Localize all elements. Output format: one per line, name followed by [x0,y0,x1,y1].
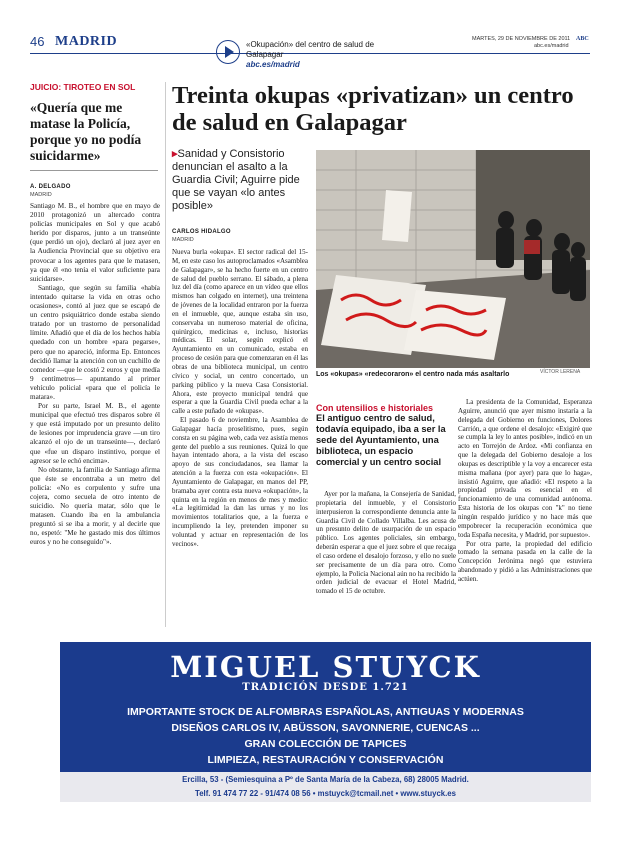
article-photo [316,150,590,368]
article-paragraph: El pasado 6 de noviembre, la Asamblea de Galapagar hacía proselitismo, pues, según consta en su página web, cada vez asistía menos gente del pueblo a sus reuniones. Quizá lo que hayan intentado ahora, a la vista del escaso apoyo de sus conciudadanos, sea llamar la atención a la fuerza con esta «okupación». El Ayuntamiento de Galapagar, en manos del PP, bramaba ayer contra esta nueva «okupación», la quinta en la región en menos de mes y medio: «La legitimidad la dan las urnas y no los movimientos totalitarios que, a la fuerza e incumpliendo la ley, pretenden imponer su voluntad y actuar en representación de los vecinos». [172,416,308,548]
page-number: 46 [30,34,45,49]
lede-text: Sanidad y Consistorio denuncian el asalto a la Guardia Civil; Aguirre pide que se vayan «lo antes posible» [172,148,300,212]
photo-caption: Los «okupas» «redecoraron» el centro nada más asaltarlo [316,371,510,378]
ad-tagline: TRADICIÓN DESDE 1.721 [242,682,409,693]
article-col-4 [458,398,592,584]
article-col-2 [172,248,308,549]
sidebar-byline: A. DELGADO [30,184,71,190]
ad-line-1: IMPORTANTE STOCK DE ALFOMBRAS ESPAÑOLAS, ANTIGUAS Y MODERNAS [127,706,524,718]
lede-marker: ▸ [172,148,178,160]
sidebar-paragraph: Santiago, que según su familia «había intentado quitarse la vida en otras ocho ocasiones», contó al juez que se escapó de un centro psiquiátrico donde estaba siendo tratado por un trastorno de personalidad límite. Añadió que el día de los hechos había quedado con un hombre «para pegarse», pero que no apareció, informa Ep. Entonces decidió llamar la atención con un cuchillo de comedor —que le costó 2 euros y que medía 9 centímetros— apuntando al primer vehículo policial «para que el policía le matara». [30,283,160,401]
video-promo-text: «Okupación» del centro de salud de Galapagar [246,40,375,59]
play-video-icon[interactable] [216,40,240,64]
article-paragraph: Por otra parte, la propiedad del edificio tomado la semana pasada en la calle de la Concepción Jerónima negó que estuviera abandonado y pidió a las Administraciones que actúen. [458,539,592,583]
ad-brand: MIGUEL STUYCK [170,650,481,684]
article-paragraph: Ayer por la mañana, la Consejería de Sanidad, propietaria del inmueble, y el Consistorio interpusieron la correspondiente denuncia ante la Guardia Civil de Collado Villalba. Les acusa de un presunto delito de usurpación de un espacio público. Los agentes policiales, sin embargo, deberán esperar a que el juez sobre el que recaiga el caso ordene el desalojo forzoso, y ello no suele ser precisamente de un día para otro. Como ejemplo, la Policía Nacional aún no ha recibido la orden judicial de evacuar el Hotel Madrid, tomado el 15 de octubre. [316,490,456,596]
photo-credit: VÍCTOR LERENA [540,369,581,375]
sidebar-paragraph: No obstante, la familia de Santiago afirma que éste se encontraba a un metro del policía: «No es corpulento y sufre una cojera, como secuela de otro intento de suicidio. No quería matar, sólo que le matasen. Cuando iba en la ambulancia preguntó si se iba a morir, y al decirle que no, espetó: "Me he gastado mis dos últimos euros y no he conseguido"». [30,465,160,547]
article-paragraph: Nueva burla «okupa». El sector radical del 15-M, en este caso los autoproclamados «Asamblea de Galapagar», se ha hecho fuerte en un centro de salud del pueblo serrano. El sábado, a plena luz del día (como aparece en un vídeo que ellos mismos han colgado en internet), una treintena de jóvenes de la localidad entraron por la fuerza en el inmueble, que, aunque estaba sin uso, conservaba un numeroso material de oficina, quirúrgico, medicinas e, incluso, historias médicas. El solar, según explicó el Ayuntamiento en un comunicado, estaba en proceso de cesión para que comenzaran en él las obras de una biblioteca municipal, un centro cívico y social, un centro concertado, un parking público y la nueva Casa Consistorial. Ahora, este proyecto municipal tendrá que esperar a que la Guardia Civil pueda echar a la calle a este puñado de «okupas». [172,248,308,416]
sidebar-body [30,202,160,548]
video-promo-link[interactable]: abc.es/madrid [246,60,300,69]
issue-date: MARTES, 29 DE NOVIEMBRE DE 2011 [472,36,571,42]
box-kicker: Con utensilios e historiales [316,403,434,413]
brand-logo: ABC [576,36,589,42]
ad-line-2: DISEÑOS CARLOS IV, ABÜSSON, SAVONNERIE, CUENCAS ... [171,722,480,734]
article-location: MADRID [172,237,194,243]
sidebar-rule [30,170,158,171]
ad-phones[interactable]: Telf. 91 474 77 22 - 91/474 08 56 • mstuyck@tcmail.net • www.stuyck.es [195,789,456,798]
ad-address: Ercilla, 53 - (Semiesquina a Pº de Santa María de la Cabeza, 68) 28005 Madrid. [182,775,469,784]
article-paragraph: La presidenta de la Comunidad, Esperanza Aguirre, anunció que ayer mismo instaría a la delegada del Gobierno en funciones, Dolores Carrión, a que ordene el desalojo: «Exigiré que se cumpla la ley lo antes posible», indicó en un acto en Torrejón de Ardoz. «Mi confianza en que la delegada del Gobierno desaloje a los okupas es descriptible y la voy a encarecer esta misma mañana (por ayer) para que lo haga», insistió Aguirre, que añadió: «El respeto a la propiedad privada es esencial en el funcionamiento de una comunidad autónoma. Esta historia de los okupas con "k" no tiene ningún respaldo jurídico y no hace más que empobrecer la recuperación económica que toda España necesita, y Madrid, por supuesto». [458,398,592,539]
section-title: MADRID [55,34,118,49]
column-divider [165,82,166,627]
article-byline: CARLOS HIDALGO [172,229,231,235]
site-url: abc.es/madrid [534,43,569,49]
article-col-3 [316,490,456,596]
sidebar-headline: «Quería que me matase la Policía, porque yo no podía suicidarme» [30,100,142,163]
sidebar-paragraph: Santiago M. B., el hombre que en mayo de 2010 protagonizó un altercado contra policías municipales en Sol y que acabó herido por disparos, junto a un transeúnte (que perdió un ojo), declaró al juez ayer en la Audiencia Provincial que su objetivo era provocar a los agentes para que le matasen, ya que él «no tenía el valor suficiente para suicidarse». [30,202,160,283]
article-title: Treinta okupas «privatizan» un centro de salud en Galapagar [172,82,574,136]
box-headline: El antiguo centro de salud, todavía equipado, iba a ser la sede del Ayuntamiento, una biblioteca, un espacio comercial y un centro social [316,413,446,467]
photo-illustration [316,150,590,368]
article-lede [172,148,312,213]
sidebar-kicker: JUICIO: TIROTEO EN SOL [30,82,136,92]
sidebar-paragraph: Por su parte, Israel M. B., el agente municipal que efectuó tres disparos sobre él y que está imputado por un presunto delito de lesiones por imprudencia grave —un tiro alcanzó el ojo de un transeúnte—, declaró que «fue un disparo instintivo, porque el agresor se le echó encima». [30,402,160,465]
sidebar-location: MADRID [30,192,52,198]
ad-line-3: GRAN COLECCIÓN DE TAPICES [244,738,407,750]
ad-line-4: LIMPIEZA, RESTAURACIÓN Y CONSERVACIÓN [207,754,444,766]
